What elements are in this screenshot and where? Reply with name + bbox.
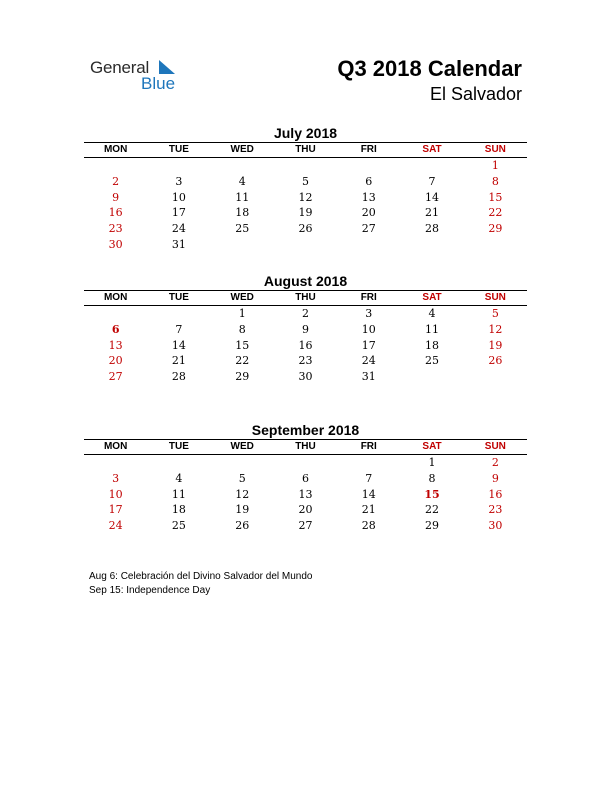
day-cell: 28 [425, 222, 440, 236]
empty-day-cell [147, 455, 210, 471]
empty-day-cell [147, 306, 210, 322]
day-cell: 19 [235, 503, 250, 517]
holiday-note: Sep 15: Independence Day [89, 585, 211, 596]
day-cell: 19 [488, 338, 503, 352]
day-cell: 22 [235, 354, 250, 368]
empty-day-cell [84, 158, 147, 174]
day-cell: 26 [298, 222, 313, 236]
day-cell: 15 [424, 487, 440, 501]
empty-day-cell [274, 455, 337, 471]
day-cell: 23 [488, 503, 503, 517]
day-cell: 21 [171, 354, 186, 368]
day-cell: 5 [238, 471, 246, 485]
day-cell: 25 [235, 222, 250, 236]
day-cell: 17 [108, 503, 123, 517]
day-cell: 10 [361, 322, 376, 336]
day-cell: 13 [298, 487, 313, 501]
day-cell: 28 [361, 519, 376, 533]
day-cell: 12 [235, 487, 250, 501]
day-cell: 3 [365, 307, 373, 320]
day-cell: 31 [361, 370, 376, 384]
day-cell: 6 [111, 322, 120, 336]
day-cell: 3 [175, 174, 183, 188]
week-row [84, 518, 527, 534]
weekday-header: THU [274, 291, 337, 306]
day-cell: 14 [171, 338, 186, 352]
day-cell: 7 [365, 471, 373, 485]
day-cell: 24 [108, 519, 123, 533]
day-cell: 9 [301, 322, 309, 336]
week-row [84, 174, 527, 190]
weekday-header: FRI [337, 440, 400, 455]
day-cell: 22 [425, 503, 440, 517]
empty-day-cell [147, 158, 210, 174]
day-cell: 18 [235, 206, 250, 220]
week-row [84, 158, 527, 174]
day-cell: 4 [175, 471, 183, 485]
generalblue-logo [90, 56, 200, 96]
day-cell: 2 [491, 456, 499, 469]
day-cell: 31 [171, 237, 186, 251]
month-grid [84, 142, 527, 253]
week-row [84, 369, 527, 385]
day-cell: 25 [171, 519, 186, 533]
holiday-note: Aug 6: Celebración del Divino Salvador del Mundo [89, 571, 313, 582]
day-cell: 14 [361, 487, 376, 501]
day-cell: 15 [235, 338, 250, 352]
week-row [84, 205, 527, 221]
week-row [84, 487, 527, 503]
week-row [84, 502, 527, 518]
day-cell: 23 [298, 354, 313, 368]
weekday-header: MON [84, 291, 147, 306]
weekday-header: WED [211, 291, 274, 306]
logo-general-text: General [90, 58, 150, 77]
weekday-header: TUE [147, 143, 210, 158]
month-title: September 2018 [251, 422, 360, 438]
day-cell: 1 [238, 307, 246, 320]
day-cell: 4 [428, 307, 436, 320]
day-cell: 16 [298, 338, 313, 352]
weekday-header: WED [211, 143, 274, 158]
empty-day-cell [211, 455, 274, 471]
weekday-header: SUN [464, 440, 527, 455]
empty-day-cell [211, 158, 274, 174]
day-cell: 30 [298, 370, 313, 384]
week-row [84, 237, 527, 253]
weekday-header-row [84, 291, 527, 306]
weekday-header: SAT [400, 291, 463, 306]
holiday-notes [89, 570, 312, 598]
empty-day-cell [274, 237, 337, 253]
week-row [84, 455, 527, 471]
empty-day-cell [400, 369, 463, 385]
day-cell: 9 [112, 190, 120, 204]
day-cell: 23 [108, 222, 123, 236]
day-cell: 10 [171, 190, 186, 204]
week-row [84, 221, 527, 237]
day-cell: 7 [175, 322, 183, 336]
day-cell: 24 [171, 222, 186, 236]
day-cell: 22 [488, 206, 503, 220]
weekday-header: THU [274, 440, 337, 455]
day-cell: 5 [491, 307, 499, 320]
day-cell: 16 [488, 487, 503, 501]
day-cell: 2 [301, 307, 309, 320]
month-august [84, 272, 527, 385]
country-name: El Salvador [429, 84, 522, 104]
weekday-header: SAT [400, 143, 463, 158]
day-cell: 30 [488, 519, 503, 533]
weekday-header: FRI [337, 291, 400, 306]
weekday-header: FRI [337, 143, 400, 158]
day-cell: 18 [171, 503, 186, 517]
day-cell: 1 [428, 456, 436, 469]
day-cell: 9 [491, 471, 499, 485]
month-grid [84, 439, 527, 534]
day-cell: 10 [108, 487, 123, 501]
month-september [84, 421, 527, 534]
week-row [84, 353, 527, 369]
day-cell: 29 [235, 370, 250, 384]
weekday-header-row [84, 440, 527, 455]
month-title: July 2018 [273, 125, 338, 141]
weekday-header: SAT [400, 440, 463, 455]
weekday-header: WED [211, 440, 274, 455]
day-cell: 20 [361, 206, 376, 220]
week-row [84, 471, 527, 487]
weekday-header-row [84, 143, 527, 158]
day-cell: 8 [238, 322, 246, 336]
day-cell: 28 [171, 370, 186, 384]
weekday-header: SUN [464, 291, 527, 306]
day-cell: 18 [425, 338, 440, 352]
week-row [84, 322, 527, 338]
empty-day-cell [337, 158, 400, 174]
month-grid [84, 290, 527, 385]
day-cell: 13 [361, 190, 376, 204]
day-cell: 5 [301, 174, 309, 188]
empty-day-cell [274, 158, 337, 174]
weekday-header: THU [274, 143, 337, 158]
day-cell: 17 [171, 206, 186, 220]
day-cell: 8 [491, 174, 499, 188]
month-title: August 2018 [263, 273, 348, 289]
day-cell: 20 [298, 503, 313, 517]
day-cell: 16 [108, 206, 123, 220]
day-cell: 21 [361, 503, 376, 517]
day-cell: 7 [428, 174, 436, 188]
weekday-header: MON [84, 440, 147, 455]
weekday-header: SUN [464, 143, 527, 158]
day-cell: 24 [361, 354, 376, 368]
day-cell: 13 [108, 338, 123, 352]
page-title: Q3 2018 Calendar [337, 56, 522, 81]
day-cell: 1 [491, 159, 499, 172]
day-cell: 11 [171, 487, 186, 501]
weekday-header: MON [84, 143, 147, 158]
day-cell: 12 [298, 190, 313, 204]
month-july [84, 124, 527, 253]
weekday-header: TUE [147, 291, 210, 306]
day-cell: 26 [235, 519, 250, 533]
day-cell: 27 [108, 370, 123, 384]
day-cell: 30 [108, 237, 123, 251]
week-row [84, 306, 527, 322]
week-row [84, 190, 527, 206]
day-cell: 27 [361, 222, 376, 236]
day-cell: 2 [112, 174, 120, 188]
day-cell: 20 [108, 354, 123, 368]
day-cell: 21 [425, 206, 440, 220]
day-cell: 6 [365, 174, 373, 188]
empty-day-cell [464, 369, 527, 385]
day-cell: 25 [425, 354, 440, 368]
day-cell: 4 [238, 174, 246, 188]
day-cell: 26 [488, 354, 503, 368]
day-cell: 8 [428, 471, 436, 485]
day-cell: 27 [298, 519, 313, 533]
day-cell: 11 [425, 322, 440, 336]
week-row [84, 338, 527, 354]
day-cell: 15 [488, 190, 503, 204]
empty-day-cell [400, 237, 463, 253]
logo-blue-text: Blue [141, 74, 176, 93]
empty-day-cell [337, 237, 400, 253]
day-cell: 29 [488, 222, 503, 236]
day-cell: 12 [488, 322, 503, 336]
day-cell: 11 [235, 190, 250, 204]
day-cell: 14 [425, 190, 440, 204]
logo-triangle-icon [159, 60, 175, 74]
empty-day-cell [400, 158, 463, 174]
empty-day-cell [337, 455, 400, 471]
empty-day-cell [84, 306, 147, 322]
empty-day-cell [464, 237, 527, 253]
day-cell: 19 [298, 206, 313, 220]
day-cell: 17 [361, 338, 376, 352]
empty-day-cell [211, 237, 274, 253]
weekday-header: TUE [147, 440, 210, 455]
day-cell: 3 [112, 471, 120, 485]
day-cell: 29 [425, 519, 440, 533]
day-cell: 6 [301, 471, 309, 485]
empty-day-cell [84, 455, 147, 471]
